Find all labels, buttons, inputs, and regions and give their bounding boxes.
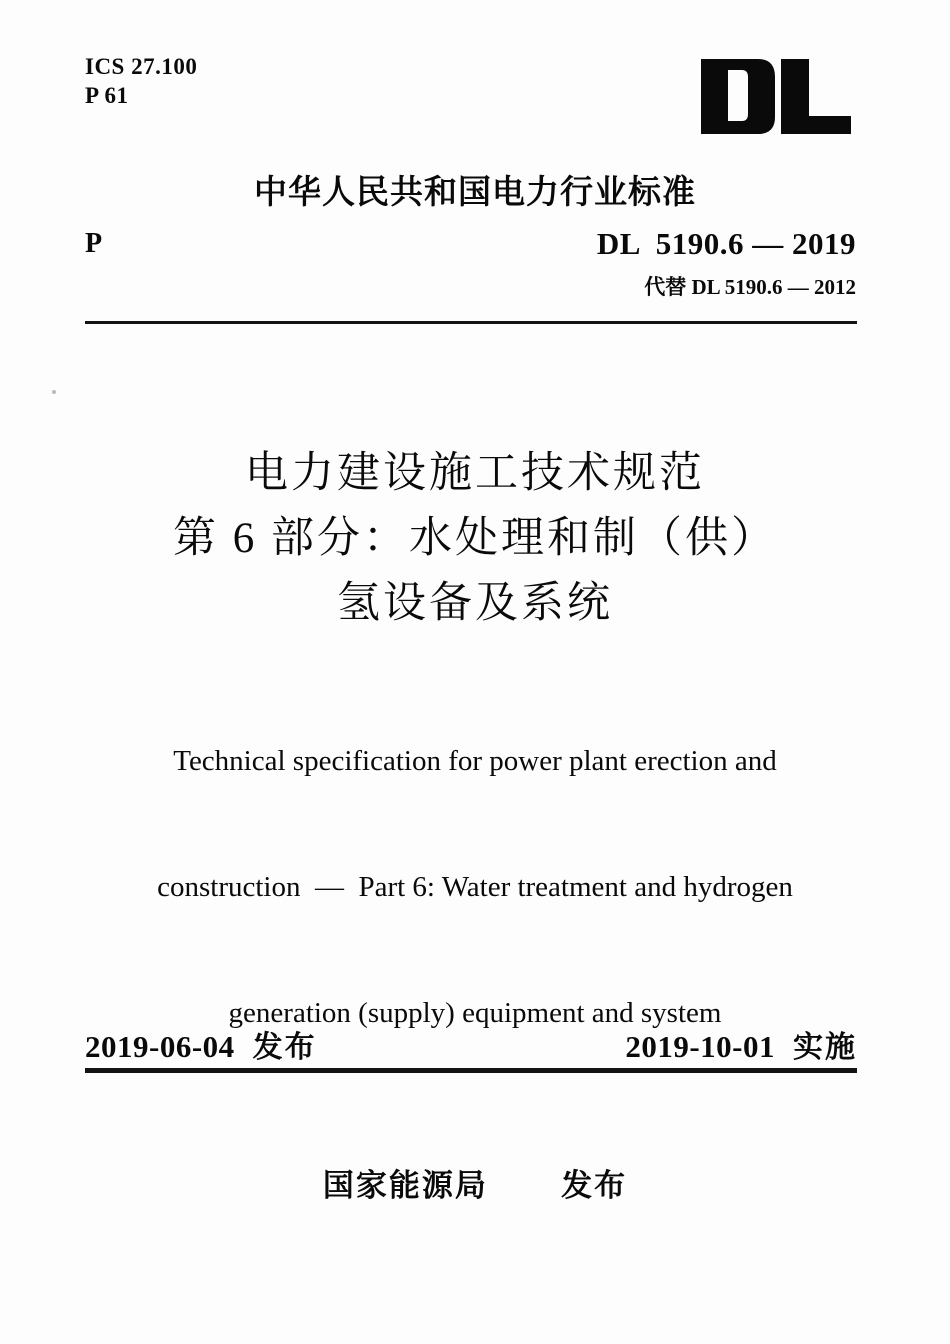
publisher-action: 发布 — [561, 1168, 628, 1203]
ics-block — [85, 52, 197, 110]
dl-logo-icon — [701, 59, 851, 135]
standard-type-line: 中华人民共和国电力行业标准 — [254, 173, 696, 210]
issue-date-group — [85, 1022, 317, 1066]
title-en-line-3: generation (supply) equipment and system — [228, 997, 722, 1029]
date-row — [85, 1022, 857, 1066]
top-horizontal-rule — [85, 321, 857, 324]
title-cn-line-2: 第 6 部分：水处理和制（供） — [173, 515, 777, 562]
implementation-label: 实施 — [793, 1031, 857, 1064]
implementation-date: 2019-10-01 — [625, 1029, 775, 1064]
ics-code: ICS 27.100 — [85, 54, 198, 79]
standard-number: DL 5190.6 — 2019 — [596, 226, 856, 261]
title-chinese — [0, 441, 950, 636]
implementation-date-group — [625, 1022, 857, 1066]
title-en-line-1: Technical specification for power plant erection and — [173, 745, 777, 777]
scan-artifact-dot — [52, 390, 56, 394]
issue-label: 发布 — [252, 1031, 317, 1064]
standard-number-block — [597, 226, 856, 301]
issue-date: 2019-06-04 — [85, 1029, 235, 1064]
title-cn-line-3: 氢设备及系统 — [337, 580, 613, 627]
category-mark: P — [85, 228, 103, 259]
title-cn-line-1: 电力建设施工技术规范 — [245, 450, 705, 497]
replaces-note: 代替 DL 5190.6 — 2012 — [644, 275, 856, 299]
classification-code: P 61 — [85, 83, 129, 108]
publisher-line — [0, 1160, 950, 1205]
dl-logo — [701, 59, 851, 140]
title-en-line-2: construction — Part 6: Water treatment and hydrogen — [157, 871, 793, 903]
bottom-horizontal-rule — [85, 1068, 857, 1073]
publisher-name: 国家能源局 — [322, 1168, 488, 1203]
